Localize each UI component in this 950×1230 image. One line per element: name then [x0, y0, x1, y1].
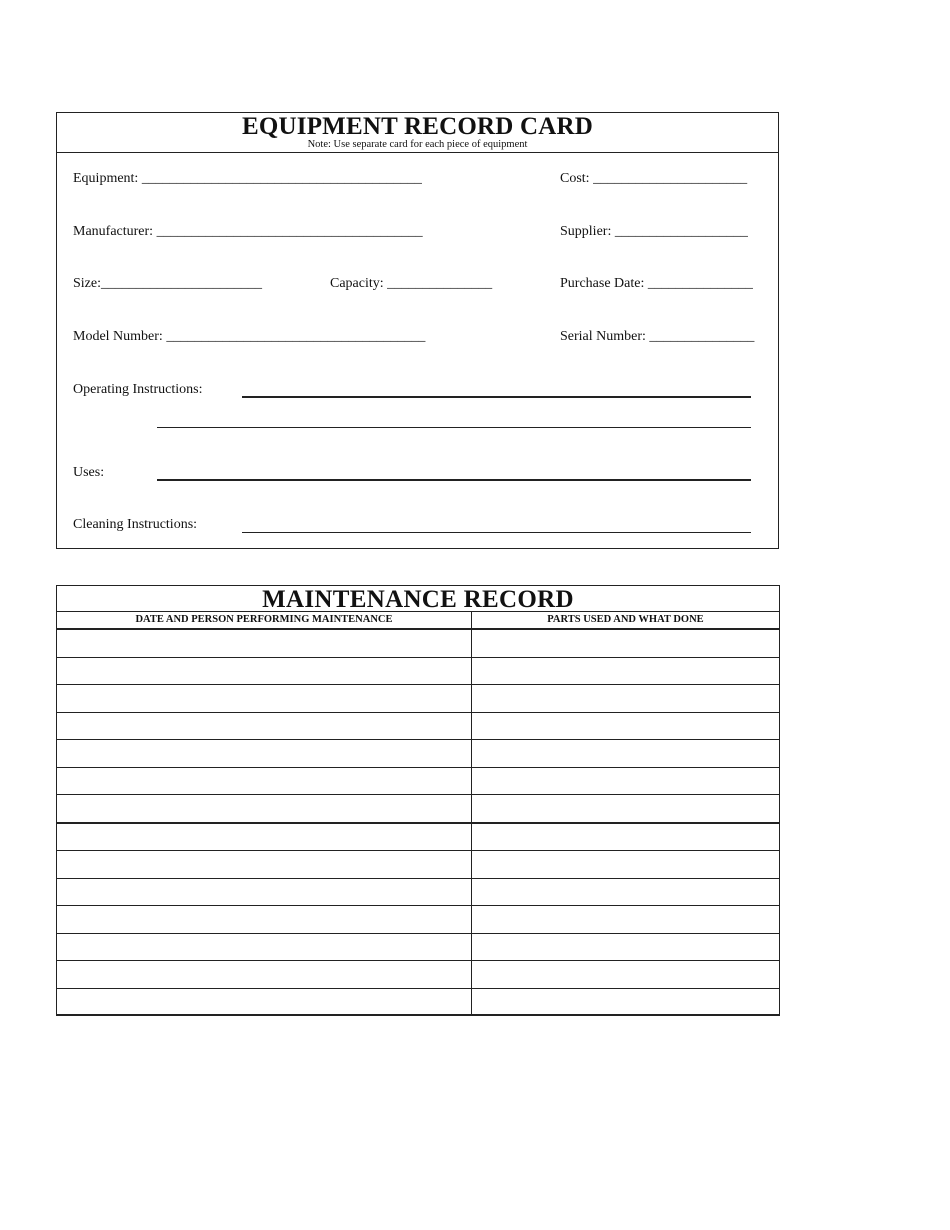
table-row — [57, 657, 779, 685]
date-person-cell[interactable] — [57, 685, 472, 713]
date-person-cell[interactable] — [57, 851, 472, 879]
maintenance-title: MAINTENANCE RECORD — [262, 586, 574, 613]
cost-field[interactable]: Cost: ______________________ — [560, 171, 748, 186]
table-row — [57, 629, 779, 657]
date-person-cell[interactable] — [57, 795, 472, 823]
table-row — [57, 851, 779, 879]
maintenance-header-row — [57, 612, 779, 630]
table-row — [57, 712, 779, 740]
card-title: EQUIPMENT RECORD CARD — [242, 113, 593, 140]
parts-used-cell[interactable] — [472, 629, 780, 657]
table-row — [57, 878, 779, 906]
maintenance-table — [57, 611, 779, 1015]
table-row — [57, 988, 779, 1015]
table-row — [57, 906, 779, 934]
cleaning-instructions-label: Cleaning Instructions: — [73, 517, 198, 532]
equipment-field[interactable]: Equipment: ________________________________________ — [73, 171, 422, 186]
date-person-cell[interactable] — [57, 988, 472, 1015]
manufacturer-field[interactable]: Manufacturer: ______________________________________ — [73, 224, 423, 239]
card-note: Note: Use separate card for each piece of equipment — [307, 139, 528, 150]
parts-used-cell[interactable] — [472, 878, 780, 906]
date-person-cell[interactable] — [57, 740, 472, 768]
supplier-field[interactable]: Supplier: ___________________ — [560, 224, 748, 239]
date-person-cell[interactable] — [57, 823, 472, 851]
parts-used-cell[interactable] — [472, 767, 780, 795]
parts-used-cell[interactable] — [472, 712, 780, 740]
date-person-cell[interactable] — [57, 767, 472, 795]
uses-line[interactable] — [157, 479, 751, 481]
uses-label: Uses: — [73, 465, 105, 480]
parts-used-cell[interactable] — [472, 740, 780, 768]
parts-used-cell[interactable] — [472, 906, 780, 934]
column-header-parts-used: PARTS USED AND WHAT DONE — [472, 612, 780, 630]
maintenance-record — [56, 585, 780, 1016]
table-row — [57, 823, 779, 851]
card-header — [57, 113, 778, 153]
date-person-cell[interactable] — [57, 933, 472, 961]
parts-used-cell[interactable] — [472, 823, 780, 851]
parts-used-cell[interactable] — [472, 933, 780, 961]
date-person-cell[interactable] — [57, 878, 472, 906]
date-person-cell[interactable] — [57, 657, 472, 685]
parts-used-cell[interactable] — [472, 988, 780, 1015]
purchase-date-field[interactable]: Purchase Date: _______________ — [560, 276, 753, 291]
parts-used-cell[interactable] — [472, 657, 780, 685]
parts-used-cell[interactable] — [472, 851, 780, 879]
table-row — [57, 685, 779, 713]
serial-number-field[interactable]: Serial Number: _______________ — [560, 329, 755, 344]
table-row — [57, 933, 779, 961]
table-row — [57, 961, 779, 989]
operating-instructions-label: Operating Instructions: — [73, 382, 203, 397]
size-field[interactable]: Size:_______________________ — [73, 276, 262, 291]
table-row — [57, 740, 779, 768]
date-person-cell[interactable] — [57, 961, 472, 989]
table-row — [57, 795, 779, 823]
date-person-cell[interactable] — [57, 906, 472, 934]
model-number-field[interactable]: Model Number: _____________________________________ — [73, 329, 426, 344]
column-header-date-person: DATE AND PERSON PERFORMING MAINTENANCE — [57, 612, 472, 630]
parts-used-cell[interactable] — [472, 685, 780, 713]
date-person-cell[interactable] — [57, 629, 472, 657]
parts-used-cell[interactable] — [472, 961, 780, 989]
operating-instructions-line-1[interactable] — [242, 396, 751, 398]
capacity-field[interactable]: Capacity: _______________ — [330, 276, 493, 291]
parts-used-cell[interactable] — [472, 795, 780, 823]
table-row — [57, 767, 779, 795]
cleaning-instructions-line[interactable] — [242, 532, 751, 533]
equipment-record-card — [56, 112, 779, 549]
operating-instructions-line-2[interactable] — [157, 427, 751, 428]
date-person-cell[interactable] — [57, 712, 472, 740]
